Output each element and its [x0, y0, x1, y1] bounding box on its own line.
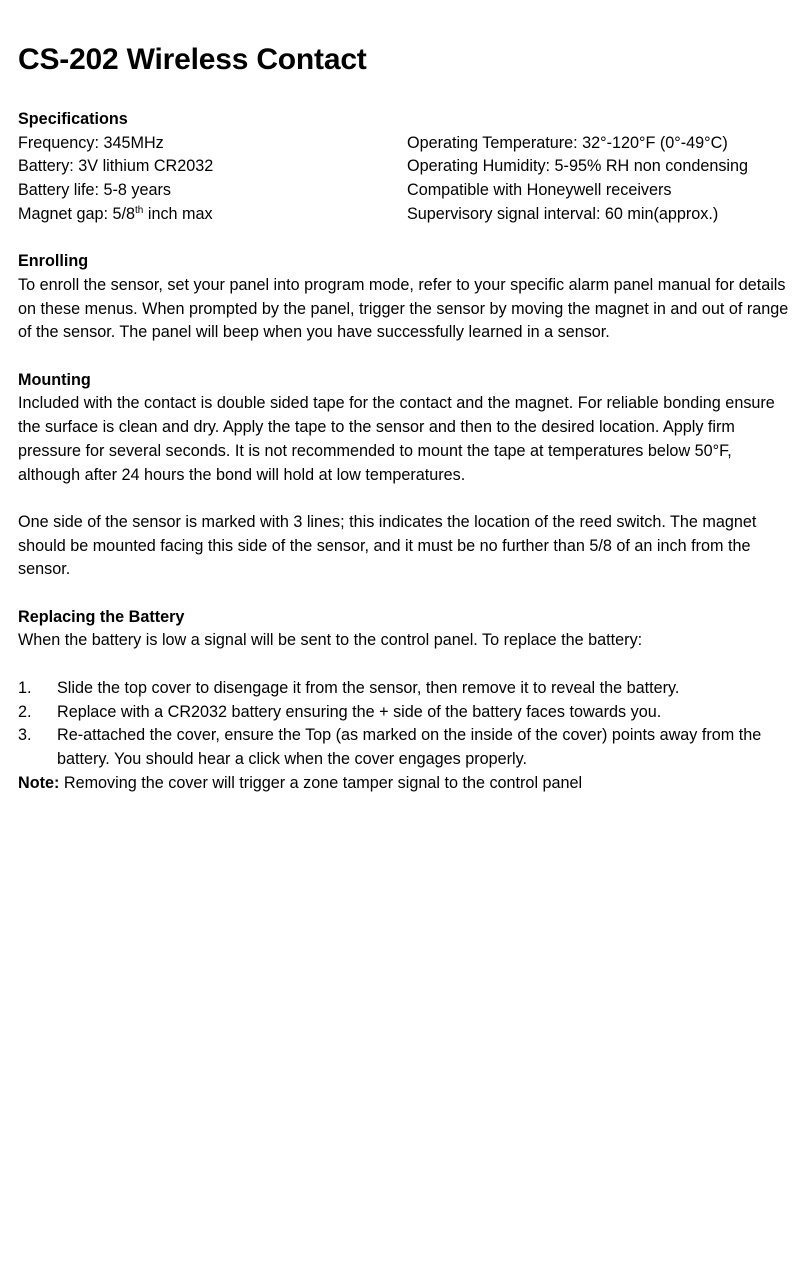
- spec-magnet-gap: [18, 203, 407, 227]
- page-title: CS-202 Wireless Contact: [18, 43, 367, 76]
- step-number: 1.: [18, 678, 32, 697]
- mounting-section-continued: [18, 511, 794, 582]
- enrolling-section: [18, 250, 794, 345]
- spec-magnet-gap-suffix: inch max: [143, 204, 213, 223]
- battery-note: [18, 772, 794, 796]
- spec-operating-humidity: Operating Humidity: 5-95% RH non condensing: [407, 157, 749, 176]
- specifications-right-column: [407, 132, 794, 227]
- list-item: [18, 724, 794, 771]
- list-item: [18, 677, 794, 701]
- mounting-paragraph-1: Included with the contact is double sided tape for the contact and the magnet. For reliable bonding ensure the surface is clean and dry. Apply the tape to the sensor and then to the desired location. Apply firm pressure for several seconds. It is not recommended to mount the tape at temperatures below 50°F, although after 24 hours the bond will hold at low temperatures.: [18, 394, 775, 484]
- mounting-heading: Mounting: [18, 370, 91, 389]
- note-label: Note:: [18, 773, 60, 792]
- spec-compatibility: Compatible with Honeywell receivers: [407, 181, 672, 200]
- step-number: 3.: [18, 726, 32, 745]
- mounting-paragraph-2: One side of the sensor is marked with 3 lines; this indicates the location of the reed switch. The magnet should be mounted facing this side of the sensor, and it must be no further than 5/8 of an inch from the sensor.: [18, 512, 757, 579]
- specifications-left-column: [18, 132, 407, 227]
- spec-operating-temperature: Operating Temperature: 32°-120°F (0°-49°C): [407, 133, 728, 152]
- specifications-heading: Specifications: [18, 110, 128, 128]
- specifications-section: [18, 108, 794, 227]
- spec-magnet-gap-prefix: Magnet gap: 5/8: [18, 204, 135, 223]
- specifications-grid: [18, 132, 794, 227]
- battery-heading: Replacing the Battery: [18, 607, 185, 626]
- note-text: Removing the cover will trigger a zone tamper signal to the control panel: [59, 773, 583, 792]
- enrolling-text: To enroll the sensor, set your panel into program mode, refer to your specific alarm panel manual for details on these menus. When prompted by the panel, trigger the sensor by moving the magnet in and out of range of the sensor. The panel will beep when you have successfully learned in a sensor.: [18, 275, 789, 342]
- battery-section: [18, 606, 794, 796]
- document-page: [18, 40, 794, 795]
- step-text: Replace with a CR2032 battery ensuring the + side of the battery faces towards you.: [57, 702, 662, 721]
- step-number: 2.: [18, 702, 32, 721]
- step-text: Re-attached the cover, ensure the Top (as marked on the inside of the cover) points away from the battery. You should hear a click when the cover engages properly.: [57, 726, 762, 768]
- spec-battery-life: Battery life: 5-8 years: [18, 181, 171, 200]
- spec-battery: Battery: 3V lithium CR2032: [18, 157, 214, 176]
- battery-steps-list: [18, 677, 794, 772]
- mounting-section: [18, 369, 794, 488]
- spec-magnet-gap-sup: th: [135, 204, 144, 216]
- list-item: [18, 701, 794, 725]
- spec-frequency: Frequency: 345MHz: [18, 133, 164, 152]
- spec-supervisory-interval: Supervisory signal interval: 60 min(approx.): [407, 204, 719, 223]
- step-text: Slide the top cover to disengage it from the sensor, then remove it to reveal the battery.: [57, 678, 680, 697]
- battery-intro: When the battery is low a signal will be sent to the control panel. To replace the battery:: [18, 631, 643, 650]
- enrolling-heading: Enrolling: [18, 252, 89, 271]
